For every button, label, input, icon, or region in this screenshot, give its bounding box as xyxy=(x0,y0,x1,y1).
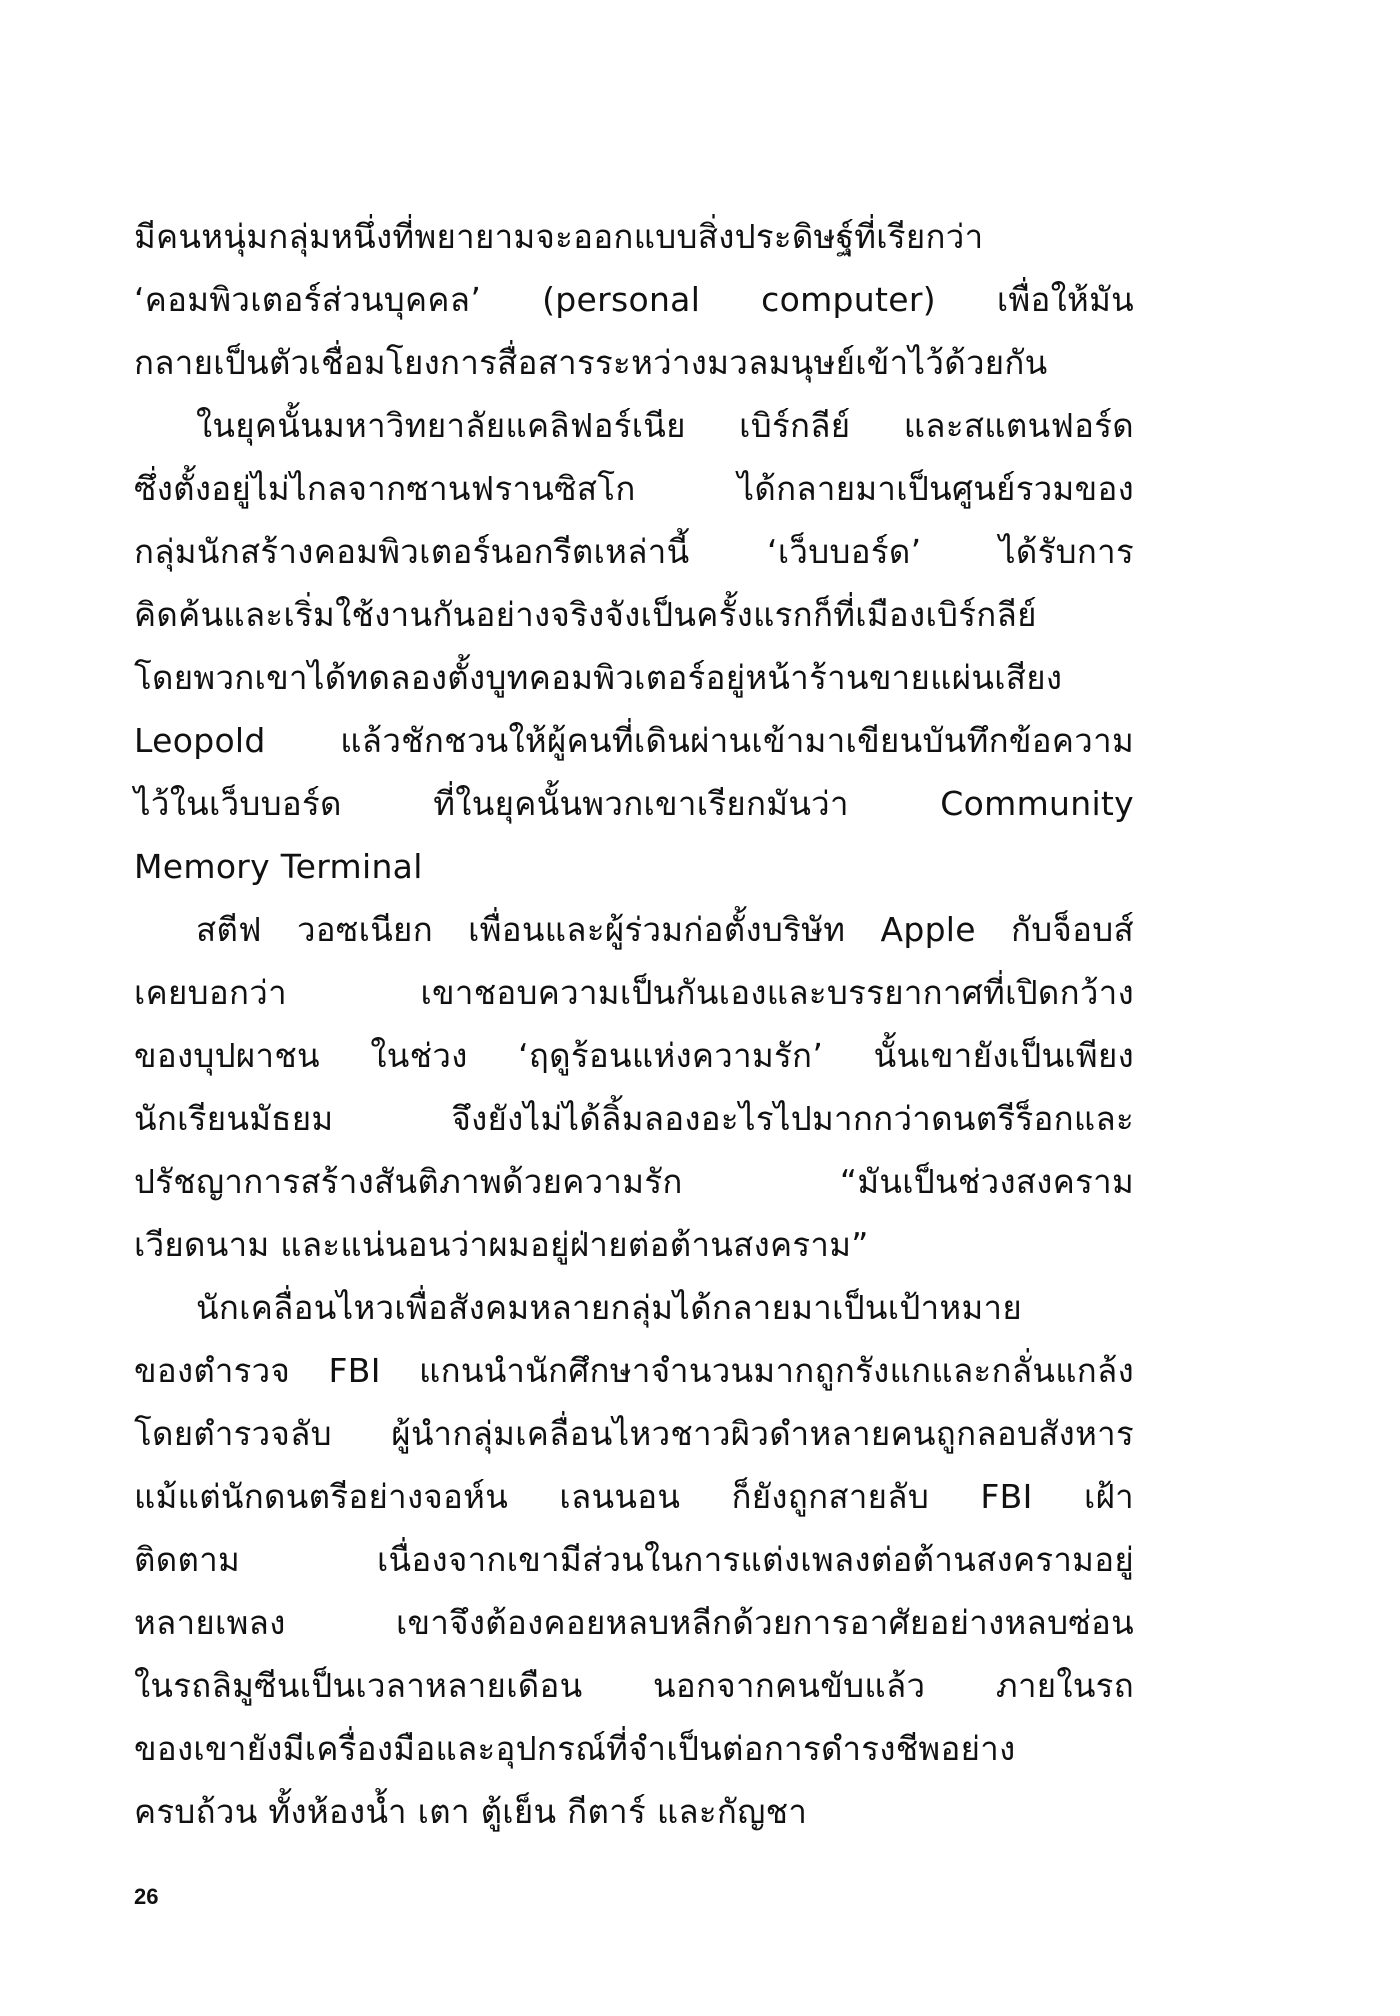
text-line: ไว้ในเว็บบอร์ด ที่ในยุคนั้นพวกเขาเรียกมันว่า Community xyxy=(134,784,1134,823)
text-line: คิดค้นและเริ่มใช้งานกันอย่างจริงจังเป็นครั้งแรกก็ที่เมืองเบิร์กลีย์ xyxy=(134,595,1037,634)
text-line: สตีฟ วอซเนียก เพื่อนและผู้ร่วมก่อตั้งบริษัท Apple กับจ็อบส์ xyxy=(196,910,1134,949)
page-number: 26 xyxy=(134,1884,159,1909)
text-line: Leopold แล้วชักชวนให้ผู้คนที่เดินผ่านเข้ามาเขียนบันทึกข้อความ xyxy=(134,721,1134,760)
text-line: กลายเป็นตัวเชื่อมโยงการสื่อสารระหว่างมวลมนุษย์เข้าไว้ด้วยกัน xyxy=(134,343,1048,382)
text-line: หลายเพลง เขาจึงต้องคอยหลบหลีกด้วยการอาศัยอย่างหลบซ่อน xyxy=(134,1603,1134,1642)
body-text xyxy=(134,205,1134,1843)
text-line: ในรถลิมูซีนเป็นเวลาหลายเดือน นอกจากคนขับแล้ว ภายในรถ xyxy=(134,1666,1134,1705)
text-line: แม้แต่นักดนตรีอย่างจอห์น เลนนอน ก็ยังถูกสายลับ FBI เฝ้า xyxy=(134,1477,1134,1516)
text-line: ในยุคนั้นมหาวิทยาลัยแคลิฟอร์เนีย เบิร์กลีย์ และสแตนฟอร์ด xyxy=(196,406,1134,445)
text-line: ของเขายังมีเครื่องมือและอุปกรณ์ที่จำเป็นต่อการดำรงชีพอย่าง xyxy=(134,1729,1016,1768)
text-line: โดยพวกเขาได้ทดลองตั้งบูทคอมพิวเตอร์อยู่หน้าร้านขายแผ่นเสียง xyxy=(134,658,1063,697)
text-line: เวียดนาม และแน่นอนว่าผมอยู่ฝ่ายต่อต้านสงคราม” xyxy=(134,1225,869,1264)
text-line: นักเคลื่อนไหวเพื่อสังคมหลายกลุ่มได้กลายมาเป็นเป้าหมาย xyxy=(196,1288,1022,1327)
text-line: Memory Terminal xyxy=(134,847,423,886)
text-line: เคยบอกว่า เขาชอบความเป็นกันเองและบรรยากาศที่เปิดกว้าง xyxy=(134,973,1134,1012)
text-line: นักเรียนมัธยม จึงยังไม่ได้ลิ้มลองอะไรไปมากกว่าดนตรีร็อกและ xyxy=(134,1099,1134,1138)
text-line: กลุ่มนักสร้างคอมพิวเตอร์นอกรีตเหล่านี้ ‘เว็บบอร์ด’ ได้รับการ xyxy=(134,532,1134,571)
text-line: มีคนหนุ่มกลุ่มหนึ่งที่พยายามจะออกแบบสิ่งประดิษฐ์ที่เรียกว่า xyxy=(134,217,984,256)
text-line: ปรัชญาการสร้างสันติภาพด้วยความรัก “มันเป็นช่วงสงคราม xyxy=(134,1162,1134,1201)
text-line: ของบุปผาชน ในช่วง ‘ฤดูร้อนแห่งความรัก’ นั้นเขายังเป็นเพียง xyxy=(134,1036,1134,1075)
text-line: ซึ่งตั้งอยู่ไม่ไกลจากซานฟรานซิสโก ได้กลายมาเป็นศูนย์รวมของ xyxy=(134,469,1134,508)
text-line: ‘คอมพิวเตอร์ส่วนบุคคล’ (personal computer) เพื่อให้มัน xyxy=(134,280,1134,319)
text-line: ครบถ้วน ทั้งห้องน้ำ เตา ตู้เย็น กีตาร์ และกัญชา xyxy=(134,1792,808,1831)
text-line: โดยตำรวจลับ ผู้นำกลุ่มเคลื่อนไหวชาวผิวดำหลายคนถูกลอบสังหาร xyxy=(134,1414,1134,1453)
text-line: ติดตาม เนื่องจากเขามีส่วนในการแต่งเพลงต่อต้านสงครามอยู่ xyxy=(134,1540,1134,1579)
text-line: ของตำรวจ FBI แกนนำนักศึกษาจำนวนมากถูกรังแกและกลั่นแกล้ง xyxy=(134,1351,1134,1390)
